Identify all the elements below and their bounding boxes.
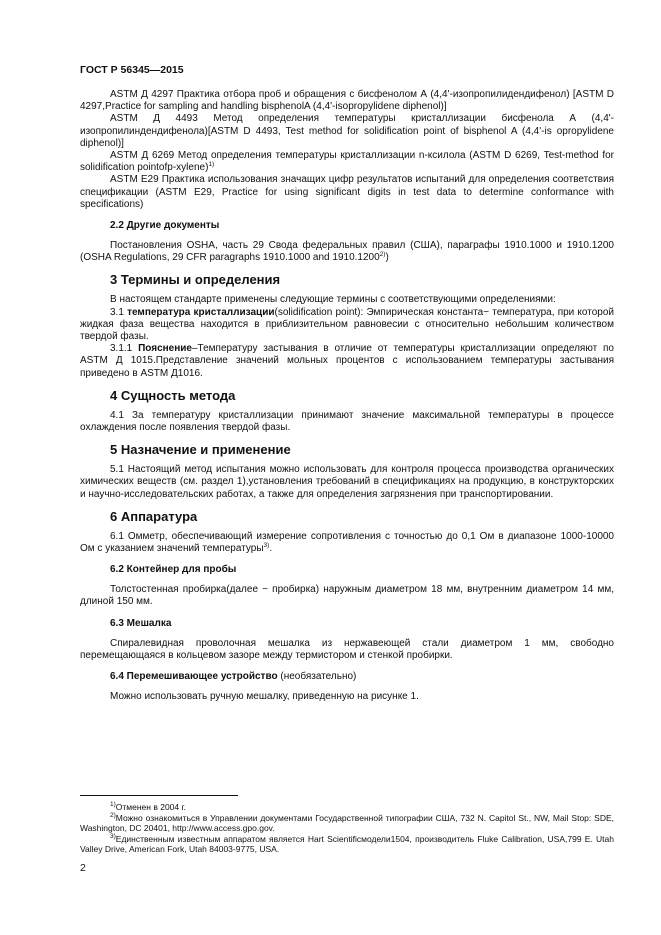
footnote-text: Можно ознакомиться в Управлении документами Государственной типографии США, 732 N. Capitol St., NW, Mail Stop: SDE, Washington, DC 20401, http://www.access.gpo.gov.: [80, 812, 614, 833]
reference-astm-4493: ASTM Д 4493 Метод определения температуры кристаллизации бисфенола А (4,4'-изопропилиндендифенола)[ASTM D 4493, Test method for solidification point of bisphenol A (4,4'-is opropylidene diphenol)]: [80, 113, 614, 149]
reference-text: ASTM Д 6269 Метод определения температуры кристаллизации n-ксилола (ASTM D 6269, Test-method for solidification pointofp-xylene): [80, 150, 614, 174]
reference-astm-4297: ASTM Д 4297 Практика отбора проб и обращения с бисфенолом А (4,4'-изопропилидендифенол) [ASTM D 4297,Practice for sampling and handling bisphenolA (4,4'-isopropylidene diphenol)]: [80, 89, 614, 113]
section-5-heading: 5 Назначение и применение: [110, 442, 291, 458]
footnote-mark: 2): [379, 251, 386, 259]
term-number: 3.1.1: [110, 343, 139, 355]
section-6-4-heading: [110, 671, 614, 682]
footnote-divider: [80, 795, 238, 796]
footnote-mark: 3): [263, 542, 270, 550]
section-3-heading: 3 Термины и определения: [110, 272, 281, 288]
term-3-1-1: [80, 343, 614, 380]
term-definition: (solidification point): Эмпирическая константа− температура, при которой жидкая фаза вещества находится в приблизительном равновесии с относительно небольшим количеством твердой фазы.: [80, 306, 614, 343]
reference-astm-e29: ASTM E29 Практика использования значащих цифр результатов испытаний для определения соответствия спецификации (ASTM E29, Practice for using significant digits in test data to determine conformance with specifications): [80, 174, 614, 210]
paragraph-tail: ): [385, 252, 389, 264]
section-6-2-text: Толстостенная пробирка(далее − пробирка) наружным диаметром 18 мм, внутренним диаметром 14 мм, длиной 150 мм.: [80, 584, 614, 608]
section-2-2-heading: 2.2 Другие документы: [110, 220, 220, 232]
footnote-mark: 1): [110, 801, 116, 808]
section-5-text: 5.1 Настоящий метод испытания можно использовать для контроля процесса производства органических химических веществ (см. раздел 1),установления требований в спецификациях на продукцию, в конструкторских и научно-исследовательских работах, а также для определения загрязнения при транспортировании.: [80, 464, 614, 500]
footnote-mark: 3): [110, 832, 116, 840]
section-6-3-heading: 6.3 Мешалка: [110, 617, 172, 629]
reference-astm-6269: [80, 150, 614, 174]
footnotes: [80, 795, 614, 855]
section-6-2-heading: 6.2 Контейнер для пробы: [110, 564, 237, 576]
section-6-3-text: Спиралевидная проволочная мешалка из нержавеющей стали диаметром 1 мм, свободно перемещающаяся в кольцевом зазоре между термистором и стенкой пробирки.: [80, 637, 614, 661]
section-6-1-text: [80, 531, 614, 555]
term-number: 3.1: [110, 306, 128, 318]
footnote-text: Единственным известным аппаратом является Hart Scientificмодели1504, производитель Fluke Calibration, USA,799 E. Utah Valley Drive, American Fork, Utah 84003-9775, USA.: [80, 833, 614, 854]
term-definition: –Температуру застывания в отличие от температуры кристаллизации определяют по ASTM Д 1015.Представление значений мольных процентов с использованием температуры застывания приведено в ASTM Д1016.: [80, 343, 614, 379]
section-2-2-text: [80, 240, 614, 264]
footnote-mark: 2): [110, 811, 116, 819]
section-4-heading: 4 Сущность метода: [110, 387, 236, 403]
footnote-mark: 1): [208, 161, 215, 169]
footnote-3: [80, 834, 614, 855]
page-number: 2: [80, 862, 86, 874]
section-4-text: 4.1 За температуру кристаллизации принимают значение максимальной температуры в процессе охлаждения после появления твердой фазы.: [80, 409, 614, 434]
term-3-1: [80, 307, 614, 344]
term-name: температура кристаллизации: [127, 306, 275, 318]
paragraph-text: Постановления OSHA, часть 29 Свода федеральных правил (США), параграфы 1910.1000 и 1910.1200 (OSHA Regulations, 29 CFR paragraphs 1910.1000 and 1910.1200: [80, 240, 614, 264]
section-6-heading: 6 Аппаратура: [110, 508, 198, 524]
heading-note: (необязательно): [277, 671, 357, 683]
heading-bold: 6.4 Перемешивающее устройство: [110, 671, 278, 683]
footnote-2: [80, 813, 614, 834]
paragraph-tail: .: [269, 543, 273, 555]
section-3-intro: В настоящем стандарте применены следующие термины с соответствующими определениями:: [110, 294, 556, 306]
document-header: ГОСТ Р 56345—2015: [80, 64, 184, 76]
footnote-1: [80, 802, 614, 813]
footnote-text: Отменен в 2004 г.: [115, 802, 186, 812]
term-name: Пояснение: [138, 343, 192, 355]
section-6-4-text: Можно использовать ручную мешалку, приведенную на рисунке 1.: [110, 691, 419, 703]
paragraph-text: 6.1 Омметр, обеспечивающий измерение сопротивления с точностью до 0,1 Ом в диапазоне 1000-10000 Ом с указанием значений температуры: [80, 530, 614, 555]
